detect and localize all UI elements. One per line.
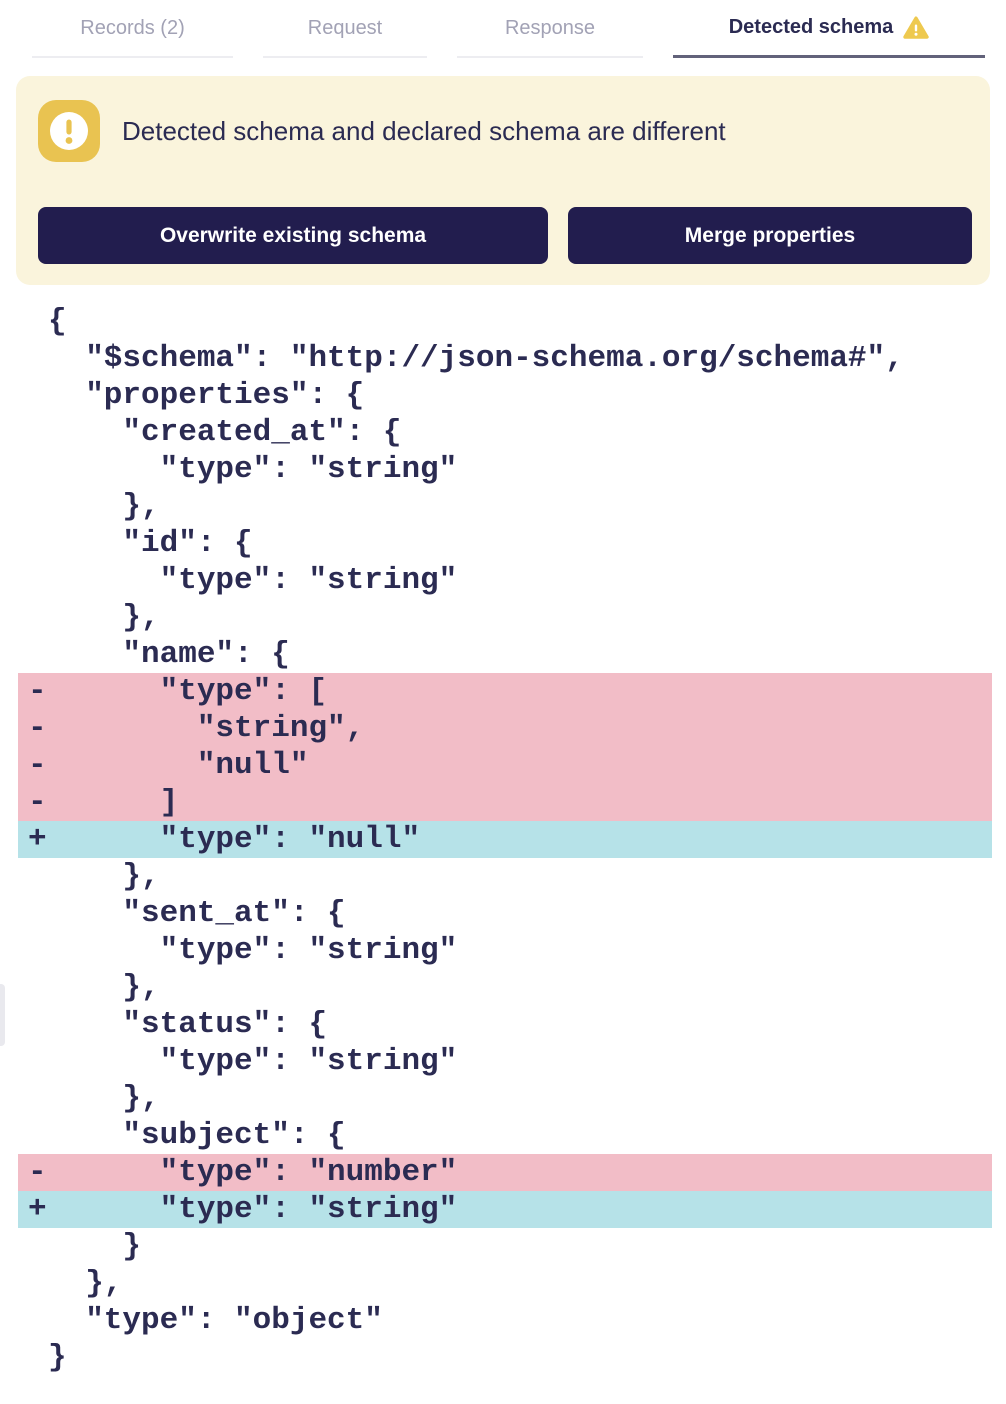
code-line-text: "created_at": { (48, 415, 402, 450)
diff-marker-icon: + (28, 822, 47, 857)
code-line-text: "$schema": "http://json-schema.org/schema#", (48, 341, 904, 376)
tab-request[interactable] (263, 0, 427, 58)
code-line (18, 1006, 992, 1043)
tab-request-label: Request (307, 16, 383, 39)
code-line-text: } (48, 1229, 142, 1264)
code-line-text: "properties": { (48, 378, 365, 413)
code-line (18, 636, 992, 673)
code-line-text: "string", (48, 711, 365, 746)
code-line-text: { (48, 304, 67, 339)
code-line-text: "type": "string" (48, 452, 458, 487)
code-line (18, 562, 992, 599)
code-line (18, 747, 992, 784)
code-line (18, 673, 992, 710)
code-line (18, 377, 992, 414)
code-line (18, 340, 992, 377)
schema-mismatch-banner (16, 76, 990, 285)
banner-message: Detected schema and declared schema are different (122, 115, 726, 146)
code-line-text: }, (48, 1081, 160, 1116)
exclamation-circle-icon (38, 100, 100, 162)
code-line (18, 1043, 992, 1080)
code-line (18, 784, 992, 821)
code-line-text: "subject": { (48, 1118, 346, 1153)
code-line (18, 303, 992, 340)
code-line (18, 710, 992, 747)
code-line-text: }, (48, 1266, 123, 1301)
code-line (18, 488, 992, 525)
code-line-text: }, (48, 600, 160, 635)
code-line-text: ] (48, 785, 179, 820)
diff-marker-icon: - (28, 1155, 47, 1190)
tab-records[interactable] (32, 0, 233, 58)
code-line (18, 858, 992, 895)
tab-detected-schema-label: Detected schema (728, 16, 894, 38)
code-line-text: "type": "object" (48, 1303, 383, 1338)
code-line-text: "type": "string" (48, 1192, 458, 1227)
code-line-text: "type": "null" (48, 822, 421, 857)
code-line-text: "name": { (48, 637, 290, 672)
code-line-text: "type": "string" (48, 933, 458, 968)
code-line (18, 1302, 992, 1339)
code-line (18, 525, 992, 562)
overwrite-schema-button[interactable]: Overwrite existing schema (38, 207, 548, 264)
schema-diff-viewer (0, 303, 1006, 1376)
code-line (18, 599, 992, 636)
diff-marker-icon: + (28, 1192, 47, 1227)
left-scrollbar-thumb[interactable] (0, 984, 5, 1046)
warning-triangle-icon (903, 16, 929, 40)
code-line-text: "type": [ (48, 674, 328, 709)
code-line-text: }, (48, 489, 160, 524)
code-line (18, 1339, 992, 1376)
diff-marker-icon: - (28, 674, 47, 709)
banner-header (38, 100, 968, 162)
code-line-text: "type": "string" (48, 1044, 458, 1079)
tab-bar (32, 0, 985, 60)
code-line-text: "sent_at": { (48, 896, 346, 931)
code-line (18, 1080, 992, 1117)
tab-response-label: Response (504, 16, 596, 39)
tab-response[interactable] (457, 0, 643, 58)
code-line (18, 1191, 992, 1228)
code-line (18, 969, 992, 1006)
tab-detected-schema[interactable] (673, 0, 985, 58)
diff-marker-icon: - (28, 785, 47, 820)
code-line (18, 451, 992, 488)
code-line-text: "type": "number" (48, 1155, 458, 1190)
code-line (18, 1228, 992, 1265)
code-line (18, 932, 992, 969)
code-line-text: } (48, 1340, 67, 1375)
code-line (18, 1265, 992, 1302)
merge-properties-button[interactable]: Merge properties (568, 207, 972, 264)
code-line-text: }, (48, 970, 160, 1005)
code-line-text: "id": { (48, 526, 253, 561)
code-line (18, 414, 992, 451)
code-line-text: "type": "string" (48, 563, 458, 598)
diff-marker-icon: - (28, 748, 47, 783)
code-line-text: }, (48, 859, 160, 894)
tab-records-label: Records (2) (80, 16, 185, 39)
diff-marker-icon: - (28, 711, 47, 746)
code-line-text: "status": { (48, 1007, 328, 1042)
code-line-text: "null" (48, 748, 309, 783)
code-line (18, 1117, 992, 1154)
code-line (18, 1154, 992, 1191)
code-line (18, 895, 992, 932)
code-line (18, 821, 992, 858)
